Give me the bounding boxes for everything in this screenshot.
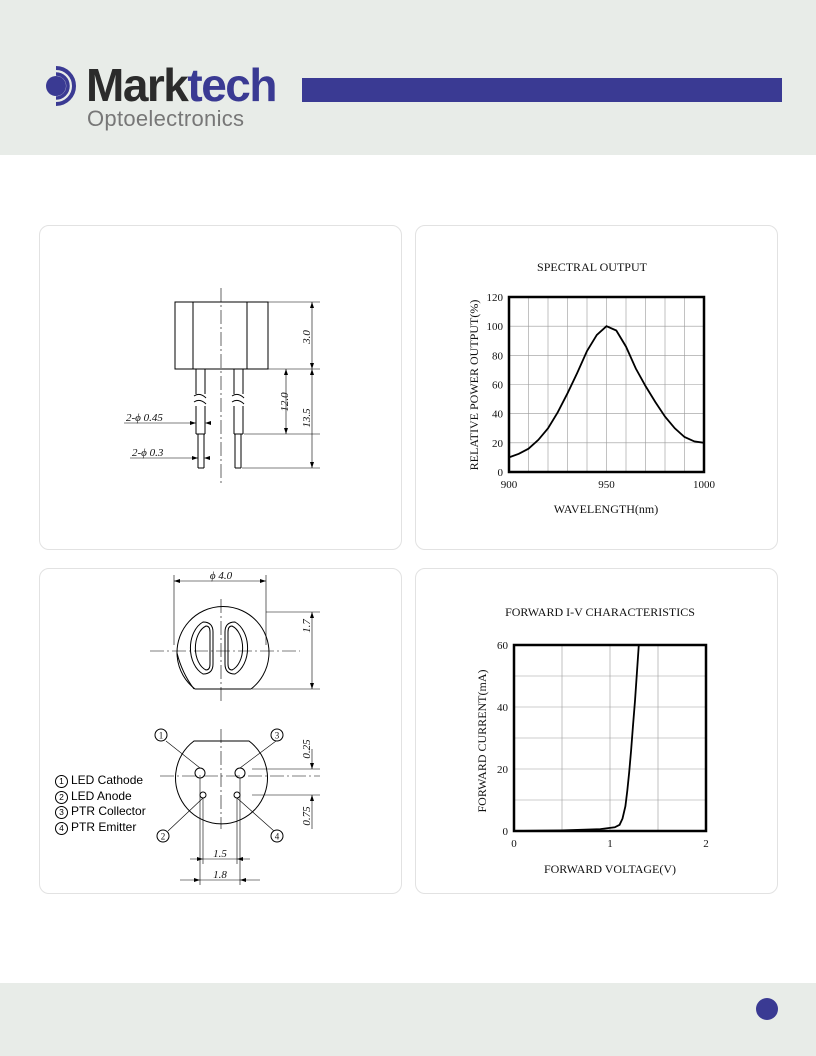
y-tick-label: 20	[497, 764, 508, 776]
y-tick-label: 0	[502, 826, 508, 838]
spectral-chart-card	[415, 225, 778, 550]
pin-number-1: 1	[158, 730, 164, 741]
marktech-logo-icon	[42, 66, 86, 106]
legend-number: 1	[55, 775, 68, 788]
data-point	[634, 700, 635, 701]
page-footer	[0, 983, 816, 1056]
legend-label: LED Cathode	[71, 773, 144, 787]
y-tick-label: 40	[497, 702, 508, 714]
dim-pitch-outer: 1.8	[213, 869, 227, 881]
spectral-output-chart	[416, 226, 779, 551]
pin-number-2: 2	[160, 831, 166, 842]
page-indicator-dot	[756, 998, 778, 1020]
y-tick-label: 80	[492, 350, 503, 363]
data-point	[567, 393, 568, 394]
data-point	[694, 441, 695, 442]
data-point	[606, 326, 607, 327]
data-point	[703, 442, 704, 443]
x-tick-label: 0	[511, 838, 517, 850]
pin-number-4: 4	[274, 831, 280, 842]
legend-item	[55, 804, 146, 820]
data-point	[655, 401, 656, 402]
x-axis-label: WAVELENGTH(nm)	[553, 502, 659, 516]
brand-name-part1: Mark	[86, 59, 188, 111]
data-point	[635, 368, 636, 369]
data-point	[631, 750, 632, 751]
dim-lead-dia-lower: 2-ϕ 0.3	[132, 447, 164, 459]
dim-lead-length: 12.0	[279, 392, 291, 412]
data-point	[627, 790, 628, 791]
data-point	[586, 350, 587, 351]
x-tick-label: 1000	[693, 479, 715, 491]
data-point	[538, 439, 539, 440]
x-tick-label: 2	[703, 838, 709, 850]
x-tick-label: 1	[607, 838, 613, 850]
legend-item	[55, 789, 146, 805]
chart-title: SPECTRAL OUTPUT	[537, 260, 647, 274]
x-tick-label: 900	[500, 479, 518, 491]
data-point	[528, 448, 529, 449]
top-view-card	[39, 568, 402, 894]
data-point	[561, 830, 562, 831]
data-point	[638, 644, 639, 645]
pin-legend	[55, 773, 146, 835]
side-view-drawing	[40, 226, 403, 551]
dim-pin-offset-bottom: 0.75	[301, 806, 313, 826]
legend-number: 2	[55, 791, 68, 804]
data-point	[513, 830, 514, 831]
pin-number-3: 3	[274, 730, 280, 741]
y-tick-label: 60	[492, 379, 503, 392]
data-point	[518, 453, 519, 454]
y-tick-label: 40	[492, 408, 503, 421]
brand-name-part2: tech	[187, 59, 276, 111]
dim-height: 1.7	[301, 619, 313, 633]
legend-item	[55, 820, 146, 836]
data-point	[636, 672, 637, 673]
data-point	[645, 385, 646, 386]
data-point	[684, 436, 685, 437]
data-point	[625, 346, 626, 347]
data-point	[616, 330, 617, 331]
data-point	[557, 412, 558, 413]
page-header	[0, 0, 816, 155]
chart-title: FORWARD I-V CHARACTERISTICS	[505, 605, 695, 619]
side-view-card	[39, 225, 402, 550]
data-point	[632, 725, 633, 726]
data-point	[625, 806, 626, 807]
y-axis-label: FORWARD CURRENT(mA)	[475, 669, 489, 813]
bottom-outline	[176, 741, 268, 824]
data-point	[674, 428, 675, 429]
legend-item	[55, 773, 146, 789]
y-tick-label: 60	[497, 640, 508, 652]
package-body	[175, 302, 268, 369]
data-point	[600, 829, 601, 830]
x-tick-label: 950	[598, 479, 615, 491]
data-point	[629, 772, 630, 773]
y-tick-label: 20	[492, 437, 503, 450]
header-accent-bar	[302, 78, 782, 102]
data-point	[619, 824, 620, 825]
y-tick-label: 100	[486, 321, 503, 334]
x-axis-label: FORWARD VOLTAGE(V)	[543, 862, 677, 876]
legend-label: PTR Collector	[71, 804, 146, 818]
forward-iv-chart	[416, 569, 779, 895]
brand-subtitle: Optoelectronics	[87, 106, 245, 131]
dim-pitch-inner: 1.5	[213, 848, 227, 860]
y-axis-label: RELATIVE POWER OUTPUT(%)	[467, 299, 481, 471]
top-view-drawing	[40, 569, 403, 895]
data-point	[508, 457, 509, 458]
data-point	[547, 428, 548, 429]
data-point	[614, 827, 615, 828]
y-tick-label: 120	[486, 292, 503, 304]
dim-body-height: 3.0	[301, 330, 313, 344]
data-point	[596, 334, 597, 335]
dim-diameter: ϕ 4.0	[209, 570, 233, 582]
data-point	[664, 416, 665, 417]
legend-label: PTR Emitter	[71, 819, 137, 834]
legend-number: 3	[55, 806, 68, 819]
data-point	[622, 818, 623, 819]
legend-number: 4	[55, 822, 68, 835]
iv-chart-card	[415, 568, 778, 894]
legend-label: LED Anode	[71, 788, 132, 803]
data-point	[577, 372, 578, 373]
dim-lead-dia-upper: 2-ϕ 0.45	[126, 412, 163, 424]
dim-total-length: 13.5	[301, 408, 313, 428]
y-tick-label: 0	[497, 467, 503, 479]
dim-pin-offset-top: 0.25	[301, 739, 313, 759]
